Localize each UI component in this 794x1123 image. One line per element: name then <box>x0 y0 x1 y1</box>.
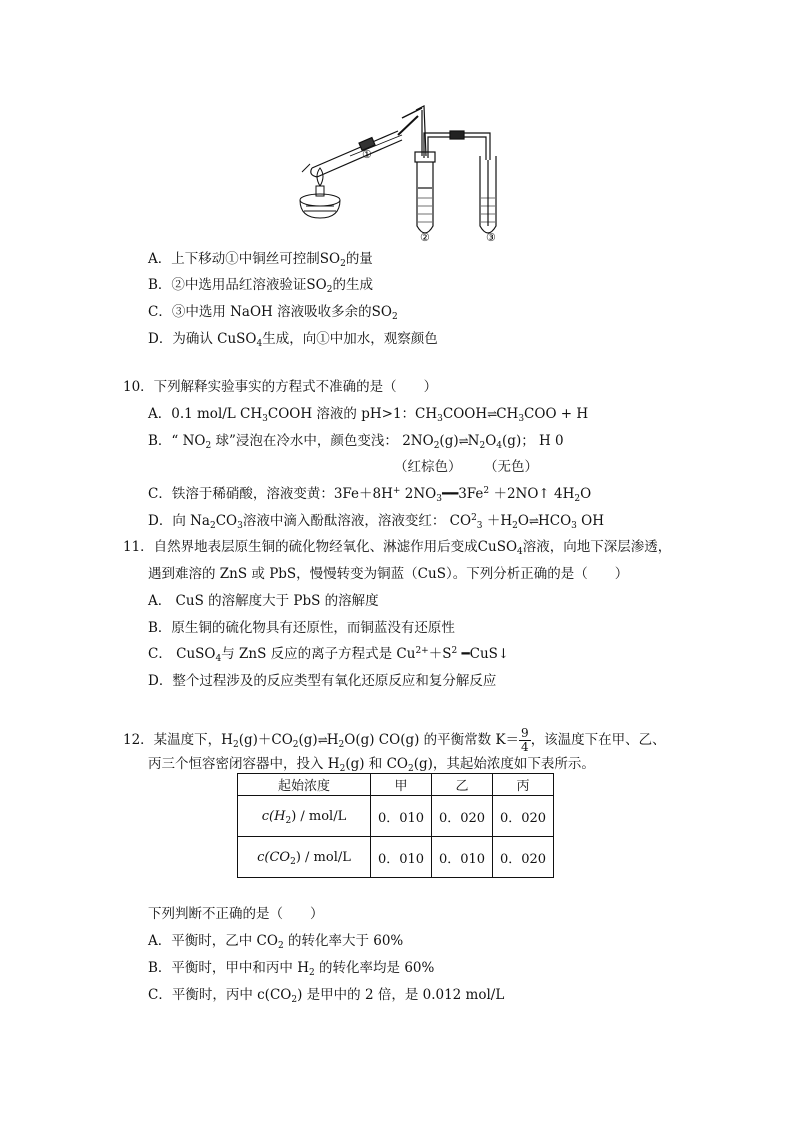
q12-stem-line1: 12．某温度下，$H_2(g)+CO_2(g)\rightleftharpoons H_2O(g)$ CO(g) 的平衡常数 K＝ $\frac{9}{4}$ ，该温度下在甲、乙、 <box>123 726 666 754</box>
q11-option-b: B．原生铜的硫化物具有还原性，而铜蓝没有还原性 <box>148 620 455 636</box>
table-row <box>238 796 554 837</box>
equilibrium-constant-fraction: $\frac{9}{4}$ <box>521 726 529 754</box>
table-cell: 0．010 <box>371 796 432 837</box>
q11-option-a: A． CuS 的溶解度大于 PbS 的溶解度 <box>148 593 379 609</box>
table-cell: 0．020 <box>493 796 554 837</box>
alcohol-lamp <box>300 164 340 218</box>
tube-3 <box>480 156 496 233</box>
table-row <box>238 837 554 878</box>
q12-option-a: A．平衡时，乙中 $CO_2$ 的转化率大于 60% <box>148 933 404 951</box>
q9-option-d: D．为确认 CuSO$_4$生成，向①中加水，观察颜色 <box>148 331 438 349</box>
table-header-row <box>238 774 554 796</box>
table-cell: 0．010 <box>432 837 493 878</box>
q10-stem: 10．下列解释实验事实的方程式不准确的是（ ） <box>123 379 438 395</box>
q12-ask: 下列判断不正确的是（ ） <box>148 906 324 922</box>
tube2-label: ② <box>420 231 430 244</box>
q10-option-a: A．0.1 mol/L $CH_3COOH$ 溶液的 pH>1：$CH_3COOH\rightleftharpoons CH_3COO + H$ <box>148 406 589 424</box>
q12-stem-line2: 丙三个恒容密闭容器中，投入 $H_2(g)$ 和 $CO_2(g)$，其起始浓度如下表所示。 <box>148 756 595 774</box>
q11-stem-line2: 遇到难溶的 ZnS 或 PbS，慢慢转变为铜蓝（CuS）。下列分析正确的是（ ） <box>148 566 629 582</box>
table-cell: 0．010 <box>371 837 432 878</box>
concentration-table <box>237 773 554 878</box>
q12-option-c: C．平衡时，丙中 $c(CO_2)$ 是甲中的 2 倍，是 0.012 mol/L <box>148 987 505 1005</box>
tube-1 <box>311 106 426 177</box>
table-cell: 0．020 <box>432 796 493 837</box>
q10-b-color-none: （无色） <box>484 459 538 475</box>
q11-option-d: D．整个过程涉及的反应类型有氧化还原反应和复分解反应 <box>148 673 497 689</box>
apparatus-diagram <box>290 98 520 248</box>
q11-option-c: C． CuSO$_4$与 ZnS 反应的离子方程式是 $Cu^{2+}+S^2$ ━CuS↓ <box>148 646 510 664</box>
q12-option-b: B．平衡时，甲中和丙中 $H_2$ 的转化率均是 60% <box>148 960 435 978</box>
q9-option-a: A．上下移动①中铜丝可控制$SO_2$的量 <box>148 251 373 269</box>
q10-b-color-red: （红棕色） <box>394 459 462 475</box>
q11-stem-line1: 11．自然界地表层原生铜的硫化物经氧化、淋滤作用后变成CuSO$_4$溶液，向地下深层渗透， <box>123 539 672 557</box>
q9-option-b: B．②中选用品红溶液验证$SO_2$的生成 <box>148 277 373 295</box>
table-cell: 0．020 <box>493 837 554 878</box>
tube1-label: ① <box>362 148 372 161</box>
q10-option-c: C．铁溶于稀硝酸，溶液变黄：3Fe＋8H+ $2NO_3━━3Fe^2$ ＋2NO↑ $4H_2O$ <box>148 486 592 504</box>
q9-option-c: C．③中选用 NaOH 溶液吸收多余的$SO_2$ <box>148 304 398 322</box>
q10-option-d: D．向 $Na_2CO_3$溶液中滴入酚酞溶液，溶液变红： $CO^2_3$ $+H_2O\rightleftharpoons HCO_3$ OH <box>148 513 605 531</box>
table-row-label: $c(H_2) / mol/L$ <box>238 796 371 837</box>
table-header-cell: 甲 <box>371 774 432 796</box>
table-row-label: $c(CO_2) / mol/L$ <box>238 837 371 878</box>
tube-2 <box>415 152 435 233</box>
table-header-cell: 乙 <box>432 774 493 796</box>
table-header-cell: 丙 <box>493 774 554 796</box>
tube3-label: ③ <box>486 231 496 244</box>
table-header-cell: 起始浓度 <box>238 774 371 796</box>
q10-option-b: B．“ $NO_2$ 球”浸泡在冷水中，颜色变浅： $2NO_2(g)\rightleftharpoons N_2O_4(g)$； H 0 <box>148 433 564 451</box>
